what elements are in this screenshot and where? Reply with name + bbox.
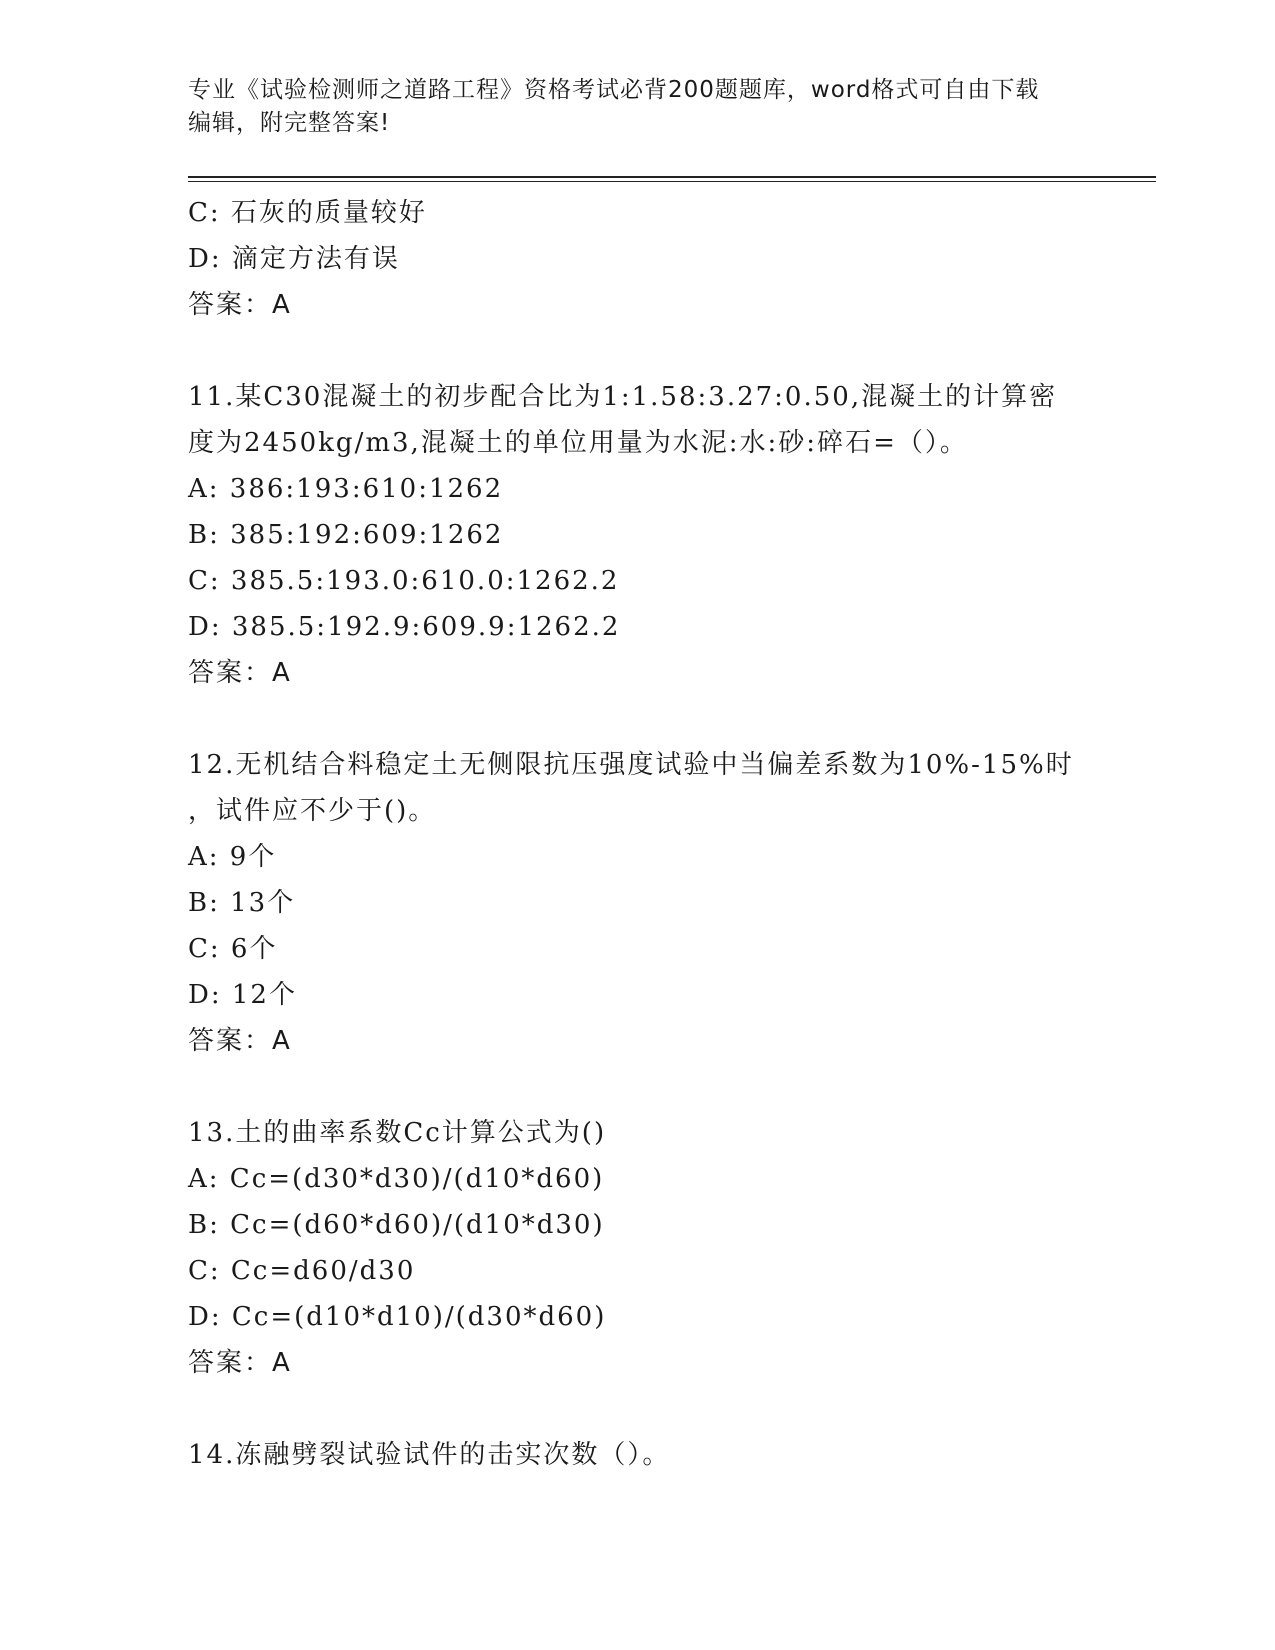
question-11 — [188, 374, 1088, 696]
document-header — [188, 74, 1068, 140]
header-divider-thin — [188, 181, 1156, 182]
option-c: C: Cc=d60/d30 — [188, 1256, 416, 1286]
answer-line: 答案：A — [188, 1026, 292, 1056]
question-text: 14.冻融劈裂试验试件的击实次数（）。 — [188, 1440, 671, 1470]
spacer — [188, 1064, 1088, 1110]
spacer — [188, 328, 1088, 374]
option-a: A: 386:193:610:1262 — [188, 474, 504, 504]
option-b: B: Cc=(d60*d60)/(d10*d30) — [188, 1210, 605, 1240]
option-a: A: Cc=(d30*d30)/(d10*d60) — [188, 1164, 605, 1194]
option-a: A: 9个 — [188, 842, 277, 872]
question-text: 度为2450kg/m3,混凝土的单位用量为水泥:水:砂:碎石=（）。 — [188, 428, 968, 458]
question-text: 13.土的曲率系数Cc计算公式为() — [188, 1118, 607, 1148]
question-10-tail — [188, 190, 1088, 328]
option-b: B: 385:192:609:1262 — [188, 520, 504, 550]
option-d: D: 滴定方法有误 — [188, 244, 400, 274]
question-12 — [188, 742, 1088, 1064]
document-body — [188, 190, 1088, 1478]
header-line-2: 编辑，附完整答案! — [188, 110, 391, 136]
answer-line: 答案：A — [188, 290, 292, 320]
question-text: 11.某C30混凝土的初步配合比为1:1.58:3.27:0.50,混凝土的计算密 — [188, 382, 1058, 412]
answer-line: 答案：A — [188, 658, 292, 688]
option-d: D: Cc=(d10*d10)/(d30*d60) — [188, 1302, 607, 1332]
option-d: D: 12个 — [188, 980, 297, 1010]
option-c: C: 石灰的质量较好 — [188, 198, 427, 228]
question-text: ，试件应不少于()。 — [188, 796, 437, 826]
option-d: D: 385.5:192.9:609.9:1262.2 — [188, 612, 621, 642]
spacer — [188, 696, 1088, 742]
question-14 — [188, 1432, 1088, 1478]
option-b: B: 13个 — [188, 888, 296, 918]
question-13 — [188, 1110, 1088, 1386]
option-c: C: 385.5:193.0:610.0:1262.2 — [188, 566, 620, 596]
spacer — [188, 1386, 1088, 1432]
answer-line: 答案：A — [188, 1348, 292, 1378]
option-c: C: 6个 — [188, 934, 278, 964]
question-text: 12.无机结合料稳定土无侧限抗压强度试验中当偏差系数为10%-15%时 — [188, 750, 1074, 780]
header-line-1: 专业《试验检测师之道路工程》资格考试必背200题题库，word格式可自由下载 — [188, 77, 1040, 103]
header-divider-thick — [188, 176, 1156, 178]
